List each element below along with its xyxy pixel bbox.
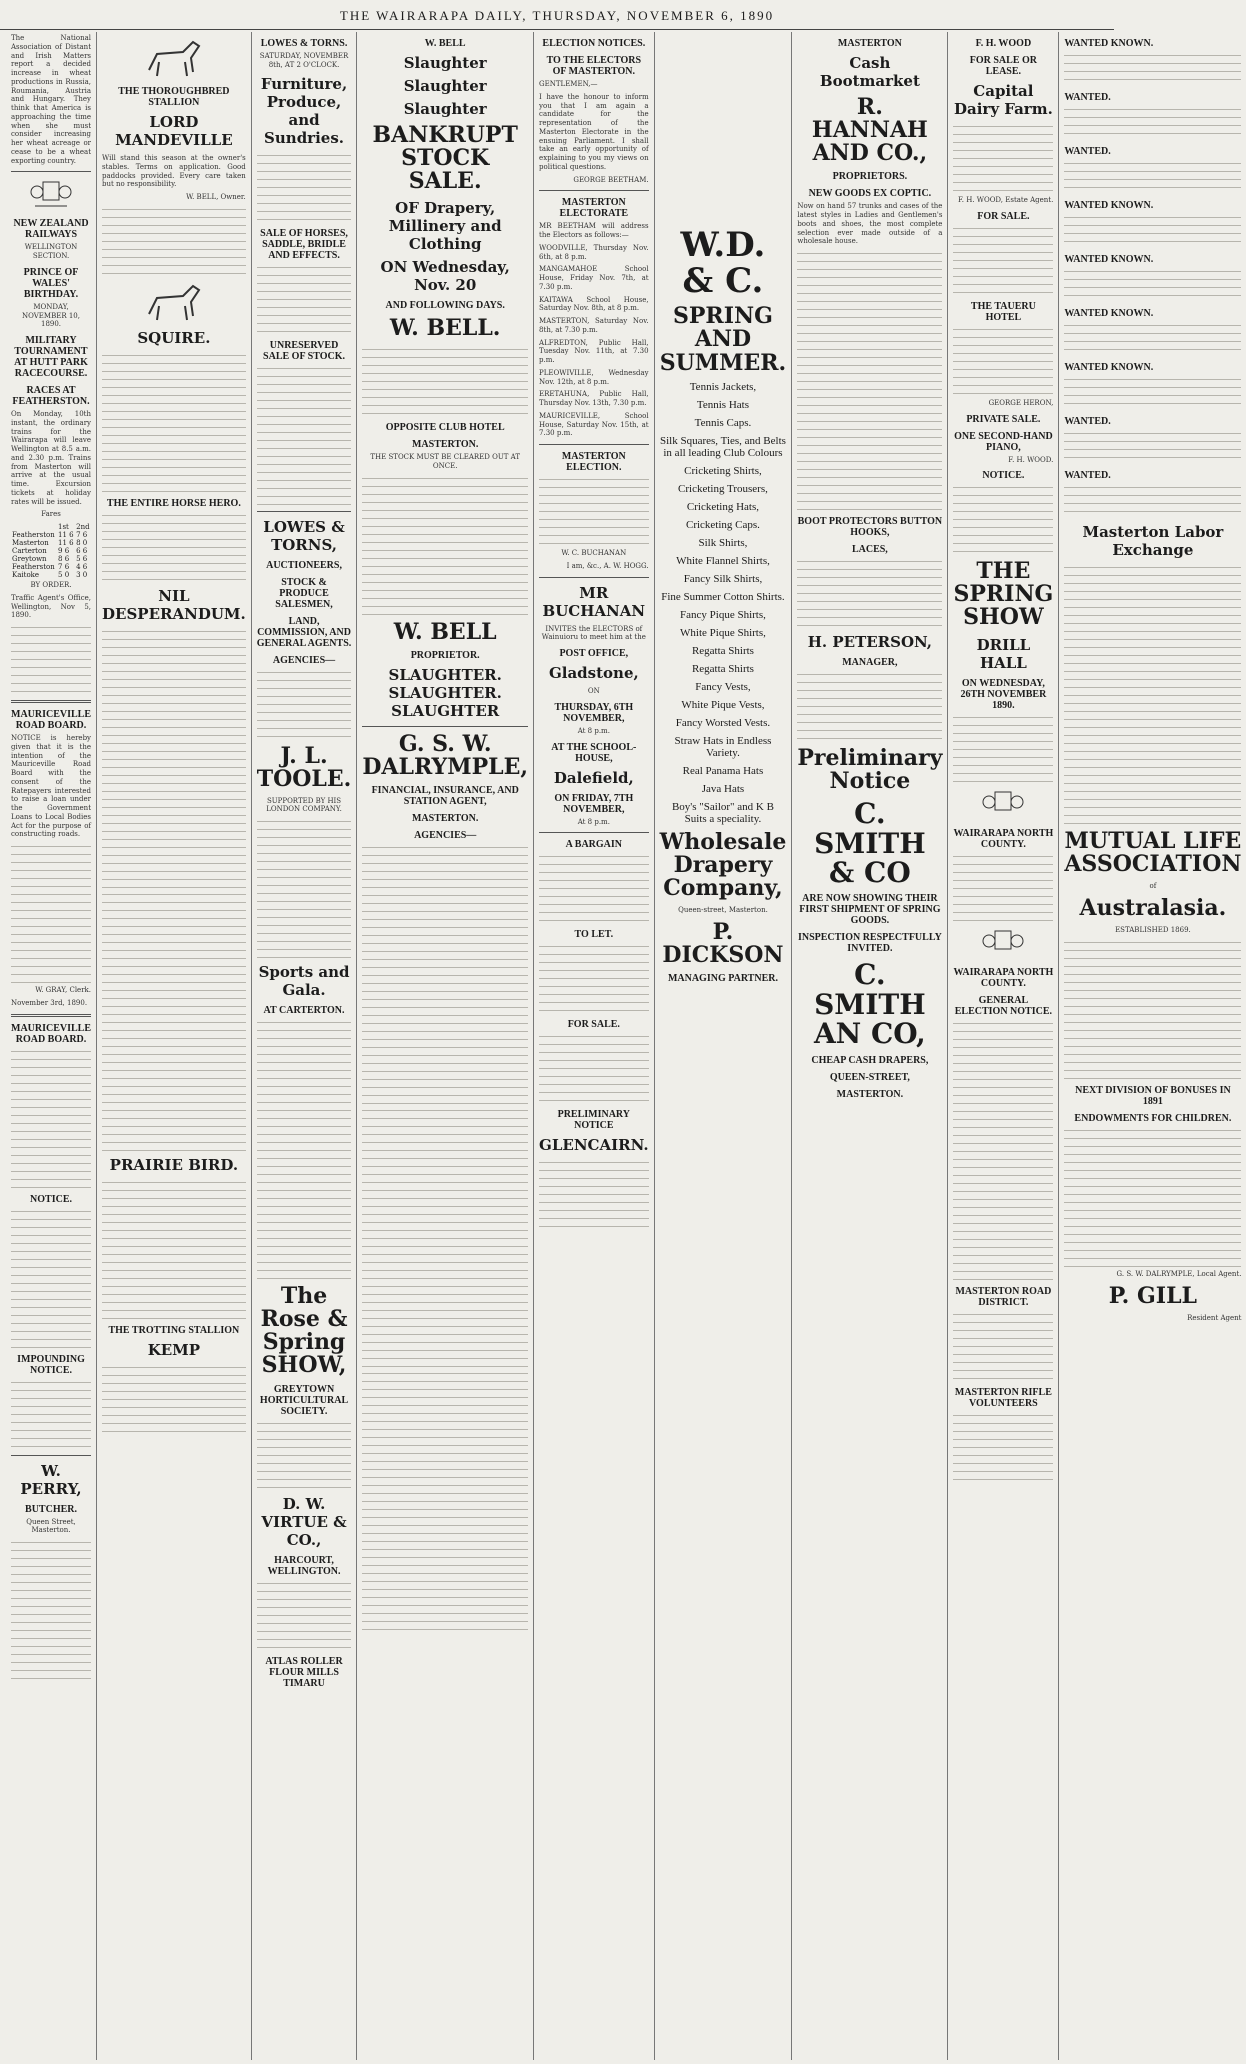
preliminary: Preliminary Notice — [797, 745, 943, 795]
bargain: A BARGAIN — [565, 839, 623, 851]
mauriceville-notice: NOTICE is hereby given that it is the intention of the Mauriceville Road Board with the consent of the Ratepayers interested to raise a loan under the Government Loans to Local Bodies Act for the purpose of constructing roads. — [11, 734, 92, 839]
table-cell: 7 6 — [58, 563, 70, 571]
dalrymple-name: G. S. W. DALRYMPLE, — [362, 730, 529, 781]
columns — [6, 32, 1242, 2060]
spring-summer: SPRING AND SUMMER. — [659, 303, 787, 376]
list-item: WANTED KNOWN. — [1064, 362, 1154, 373]
table-cell: 5 6 — [76, 555, 88, 563]
cash-bootmarket: Cash Bootmarket — [819, 54, 920, 90]
table-cell: 4 6 — [76, 563, 88, 571]
fares-header-row — [11, 523, 91, 531]
list-item: Silk Shirts, — [698, 536, 748, 549]
bell-heading: W. BELL — [424, 38, 466, 49]
stock-note: THE STOCK MUST BE CLEARED OUT AT ONCE. — [370, 453, 520, 471]
firm-name: LOWES & TORNS, — [263, 517, 345, 554]
election-heading: ELECTION NOTICES. — [542, 38, 646, 49]
dalefield: Dalefield, — [553, 768, 634, 787]
show-title: The Rose & Spring SHOW, — [260, 1283, 348, 1379]
showing: ARE NOW SHOWING THEIR FIRST SHIPMENT OF SPRING GOODS. — [799, 893, 941, 927]
beetham-address: MR BEETHAM will address the Electors as follows:— — [539, 222, 649, 239]
list-item: Cricketing Shirts, — [684, 464, 762, 477]
list-item: WANTED KNOWN. — [1064, 38, 1154, 49]
list-item: Boy's "Sailor" and K B Suits a speciality. — [671, 800, 774, 825]
table-row — [11, 563, 91, 571]
list-item: WOODVILLE, Thursday Nov. 6th, at 8 p.m. — [539, 243, 649, 261]
for-sale: FOR SALE. — [567, 1019, 620, 1031]
list-item: Regatta Shirts — [691, 644, 754, 657]
table-cell: Carterton — [12, 547, 47, 555]
mutual-life: MUTUAL LIFE ASSOCIATION — [1064, 828, 1242, 878]
for-sale-2: FOR SALE. — [977, 210, 1030, 222]
smith-2: C. SMITH AN CO, — [813, 958, 926, 1051]
sale-horses: SALE OF HORSES, SADDLE, BRIDLE AND EFFECTS. — [260, 227, 348, 261]
table-cell: 3 0 — [76, 571, 88, 579]
managing-partner: MANAGING PARTNER. — [667, 972, 778, 984]
time-1: At 8 p.m. — [577, 726, 610, 735]
volunteers: MASTERTON RIFLE VOLUNTEERS — [954, 1386, 1052, 1409]
list-item: Fancy Vests, — [695, 680, 751, 693]
coat-of-arms-icon — [27, 178, 75, 212]
table-row — [11, 571, 91, 579]
inspection: INSPECTION RESPECTFULLY INVITED. — [797, 932, 942, 955]
table-cell: Greytown — [12, 555, 47, 563]
bankrupt-sub: OF Drapery, Millinery and Clothing — [388, 199, 502, 254]
gladstone: Gladstone, — [548, 664, 639, 682]
list-item: WANTED. — [1064, 416, 1111, 427]
list-item: ERETAHUNA, Public Hall, Thursday Nov. 13th, 7.30 p.m. — [539, 390, 649, 407]
dalrymple-sub: FINANCIAL, INSURANCE, AND STATION AGENT, — [371, 785, 519, 808]
list-item: KAITAWA School House, Saturday Nov. 8th, at 8 p.m. — [539, 295, 649, 313]
table-cell: 7 6 — [76, 531, 88, 539]
sale-date: SATURDAY, NOVEMBER 8th, AT 2 O'CLOCK. — [259, 52, 349, 69]
slaughter-1: Slaughter — [403, 54, 487, 72]
masthead: THE WAIRARAPA DAILY, THURSDAY, NOVEMBER 6, 1890 — [0, 0, 1114, 30]
table-cell: 6 6 — [76, 547, 88, 555]
firm-agents: LAND, COMMISSION, AND GENERAL AGENTS. — [256, 615, 352, 649]
butcher-trade: BUTCHER. — [25, 1503, 77, 1515]
resident-agent: Resident Agent — [1187, 1313, 1242, 1322]
list-item: WANTED. — [1064, 92, 1111, 103]
list-item: MANGAMAHOE School House, Friday Nov. 7th, at 7.30 p.m. — [539, 265, 649, 291]
coat-of-arms-icon — [979, 788, 1027, 822]
horse-icon — [139, 36, 209, 80]
list-item: ALFREDTON, Public Hall, Tuesday Nov. 11th, at 7.30 p.m. — [539, 338, 649, 364]
proprietor: PROPRIETOR. — [410, 649, 480, 661]
piano: ONE SECOND-HAND PIANO, — [954, 430, 1053, 453]
county-2: WAIRARAPA NORTH COUNTY. — [953, 966, 1054, 989]
list-item: Cricketing Trousers, — [678, 482, 768, 495]
horse-icon — [139, 280, 209, 324]
private-sale: PRIVATE SALE. — [966, 413, 1041, 425]
sale-stock: UNRESERVED SALE OF STOCK. — [263, 339, 346, 362]
masterton: MASTERTON. — [836, 1088, 904, 1100]
firm-auctioneers: AUCTIONEERS, — [266, 559, 342, 571]
column-8 — [948, 32, 1059, 2060]
list-item: Cricketing Hats, — [686, 500, 760, 513]
post-office: POST OFFICE, — [559, 648, 629, 659]
on-1: ON — [587, 687, 600, 695]
list-item: White Pique Vests, — [681, 698, 765, 711]
mutual-of: of — [1149, 882, 1157, 891]
railways-subheading: WELLINGTON SECTION. — [24, 243, 78, 260]
list-item: Real Panama Hats — [682, 764, 764, 777]
new-goods: NEW GOODS EX COPTIC. — [808, 188, 932, 200]
list-item: Regatta Shirts — [691, 662, 754, 675]
railways-body: On Monday, 10th instant, the ordinary trains for the Wairarapa will leave Wellington at 8.5 a.m. and 2.30 p.m. Trains from Masterton will arrive at the usual time. Excursion tickets at holiday rates will be issued. — [11, 410, 92, 506]
drill-hall: DRILL HALL — [976, 635, 1031, 672]
australasia: Australasia. — [1079, 894, 1227, 921]
sale-title: Furniture, Produce, and Sundries. — [260, 74, 348, 147]
table-cell: 8 6 — [58, 555, 70, 563]
queen-street: Queen-street, Masterton. — [678, 905, 768, 914]
table-cell: 11 6 — [58, 539, 74, 547]
heron: GEORGE HERON, — [988, 398, 1054, 407]
column-4 — [357, 32, 534, 2060]
bankrupt-days: AND FOLLOWING DAYS. — [385, 300, 505, 312]
school-house: AT THE SCHOOL-HOUSE, — [551, 741, 637, 764]
table-row — [11, 539, 91, 547]
list-item: WANTED KNOWN. — [1064, 200, 1154, 211]
list-item: PLEOWIVILLE, Wednesday Nov. 12th, at 8 p.m. — [539, 368, 649, 386]
established: ESTABLISHED 1869. — [1115, 926, 1191, 935]
hotel-sub: MASTERTON. — [411, 439, 479, 451]
fares-col-header: 2nd — [76, 523, 90, 531]
races-heading: RACES AT FEATHERSTON. — [12, 385, 90, 407]
column-1 — [6, 32, 97, 2060]
table-row — [11, 547, 91, 555]
list-item: Silk Squares, Ties, and Belts in all leading Club Colours — [660, 434, 786, 459]
list-item: Fancy Worsted Vests. — [675, 716, 771, 729]
list-item: Straw Hats in Endless Variety. — [674, 734, 772, 759]
drill-date: ON WEDNESDAY, 26TH NOVEMBER 1890. — [960, 677, 1047, 711]
notice-3: NOTICE. — [982, 470, 1025, 482]
stallion-trotting: THE TROTTING STALLION — [108, 1324, 240, 1336]
virtue-sub: HARCOURT, WELLINGTON. — [267, 1554, 341, 1577]
firm-stock: STOCK & PRODUCE SALESMEN, — [275, 576, 333, 610]
stallion-owner: W. BELL, Owner. — [186, 193, 246, 201]
list-item: White Pique Shirts, — [680, 626, 766, 639]
toole-sub: SUPPORTED BY HIS LONDON COMPANY. — [266, 796, 342, 814]
stallion-body: Will stand this season at the owner's stables. Terms on application. Good paddocks provided. Every care taken but no responsibility. — [102, 154, 246, 189]
queen-street-2: QUEEN-STREET, — [829, 1071, 910, 1083]
endowments: ENDOWMENTS FOR CHILDREN. — [1074, 1112, 1232, 1124]
labour-exchange: Masterton Labor Exchange — [1082, 523, 1224, 559]
bankrupt-date: ON Wednesday, Nov. 20 — [380, 258, 510, 295]
table-cell: Featherston — [12, 563, 55, 571]
list-item: White Flannel Shirts, — [676, 554, 770, 567]
gill: P. GILL — [1108, 1282, 1198, 1309]
election-notice: GENERAL ELECTION NOTICE. — [954, 994, 1053, 1017]
table-row — [11, 555, 91, 563]
local-agent: G. S. W. DALRYMPLE, Local Agent. — [1116, 1269, 1242, 1278]
electorate-heading: MASTERTON ELECTORATE — [559, 197, 629, 220]
notice-date: November 3rd, 1890. — [11, 998, 88, 1007]
wheat-paragraph: The National Association of Distant and Irish Matters report a decided increase in wheat productions in Russia, Roumania, Austria and Hungary. They think that America is approaching the time when she must consider increasing her wheat acreage or cease to be a wheat exporting country. — [11, 34, 92, 165]
fares-col-header: 1st — [58, 523, 69, 531]
smith: C. SMITH & CO — [814, 797, 926, 889]
bootmarket-body: Now on hand 57 trunks and cases of the latest styles in Ladies and Gentlemen's boots and shoes, the most complete selection ever made outside of a wholesale house. — [797, 202, 943, 246]
hannah: R. HANNAH AND CO., — [811, 94, 928, 167]
slaughter-3: Slaughter — [403, 100, 487, 118]
boot-protectors: BOOT PROTECTORS BUTTON HOOKS, — [797, 516, 943, 539]
traffic-office: Traffic Agent's Office, Wellington, Nov 5, 1890. — [11, 593, 92, 620]
stallion-hero: THE ENTIRE HORSE HERO. — [106, 497, 241, 509]
friday: ON FRIDAY, 7TH NOVEMBER, — [554, 792, 634, 815]
hotel: OPPOSITE CLUB HOTEL — [385, 422, 505, 434]
road-board: MASTERTON ROAD DISTRICT. — [955, 1285, 1052, 1308]
list-item: WANTED. — [1064, 146, 1111, 157]
table-cell: 9 6 — [58, 547, 70, 555]
table-cell: 11 6 — [58, 531, 74, 539]
dickson: P. DICKSON — [662, 918, 784, 968]
to-electors: TO THE ELECTORS OF MASTERTON. — [546, 55, 642, 77]
taueru: THE TAUERU HOTEL — [970, 300, 1036, 323]
wholesale: Wholesale Drapery Company, — [659, 828, 787, 901]
agencies-heading: AGENCIES— — [272, 654, 336, 666]
slaughter-banner: SLAUGHTER. SLAUGHTER. SLAUGHTER — [388, 665, 502, 720]
list-item: MASTERTON, Saturday Nov. 8th, at 7.30 p.m. — [539, 317, 649, 334]
bonus: NEXT DIVISION OF BONUSES IN 1891 — [1075, 1084, 1231, 1107]
list-item: WANTED KNOWN. — [1064, 308, 1154, 319]
wood-2: F. H. WOOD. — [1008, 455, 1054, 464]
time-2: At 8 p.m. — [577, 817, 610, 826]
beetham-signature: GEORGE BEETHAM. — [573, 175, 649, 184]
by-order: BY ORDER. — [30, 581, 72, 589]
column-2 — [97, 32, 252, 2060]
holiday-heading: PRINCE OF WALES' BIRTHDAY. — [23, 266, 79, 300]
buchanan-body: INVITES the ELECTORS of Wainuioru to meet him at the — [541, 624, 646, 642]
thursday: THURSDAY, 6TH NOVEMBER, — [554, 701, 634, 724]
fares-table — [11, 523, 91, 579]
list-item: WANTED KNOWN. — [1064, 254, 1154, 265]
peterson: H. PETERSON, — [807, 633, 933, 652]
fares-col-header — [11, 523, 57, 531]
tournament-heading: MILITARY TOURNAMENT AT HUTT PARK RACECOURSE. — [14, 335, 88, 379]
dalrymple-agencies: AGENCIES— — [414, 830, 477, 842]
peterson-manager: MANAGER, — [842, 657, 898, 669]
show-sub: GREYTOWN HORTICULTURAL SOCIETY. — [259, 1383, 349, 1417]
column-5 — [534, 32, 655, 2060]
holiday-date: MONDAY, NOVEMBER 10, 1890. — [22, 302, 80, 329]
dalrymple-place: MASTERTON. — [411, 813, 479, 825]
clerk-signature: W. GRAY, Clerk. — [35, 986, 92, 994]
buchanan-reference: W. C. BUCHANAN — [561, 549, 627, 557]
table-cell: Masterton — [12, 539, 49, 547]
election-body: I have the honour to inform you that I am again a candidate for the representation of the Masterton Electorate in the ensuing Parliament. I shall take an early opportunity of explaining to you my views on political questions. — [539, 92, 649, 171]
slaughter-2: Slaughter — [403, 77, 487, 95]
mauriceville-heading-2: MAURICEVILLE ROAD BOARD. — [11, 1022, 92, 1045]
table-row — [11, 531, 91, 539]
table-cell: 8 0 — [76, 539, 88, 547]
bankrupt-title: BANKRUPT STOCK SALE. — [372, 122, 518, 195]
meetings-list — [539, 244, 649, 438]
virtue-name: D. W. VIRTUE & CO., — [261, 1494, 347, 1549]
farm-head: FOR SALE OR LEASE. — [969, 55, 1037, 77]
stallion-name: LORD MANDEVILLE — [115, 113, 233, 149]
sale-heading: LOWES & TORNS. — [260, 38, 348, 49]
column-7 — [792, 32, 948, 2060]
butcher-place: Queen Street, Masterton. — [26, 1517, 76, 1535]
coat-of-arms-icon — [979, 927, 1027, 961]
to-let: TO LET. — [574, 929, 614, 941]
column-3 — [252, 32, 358, 2060]
wood-head: F. H. WOOD — [975, 38, 1032, 49]
list-item: Tennis Jackets, — [689, 380, 757, 393]
list-item: Fancy Silk Shirts, — [683, 572, 763, 585]
wood-signature: F. H. WOOD, Estate Agent. — [957, 196, 1054, 204]
toole-name: J. L. TOOLE. — [256, 742, 352, 792]
wanted-list — [1064, 38, 1241, 518]
wd-logo: W.D. & C. — [680, 225, 766, 301]
stallion-prairie-bird: PRAIRIE BIRD. — [109, 1155, 239, 1174]
list-item: Tennis Caps. — [694, 416, 752, 429]
table-cell: Kaitoke — [12, 571, 40, 579]
sports-sub: AT CARTERTON. — [263, 1005, 345, 1017]
county-1: WAIRARAPA NORTH COUNTY. — [953, 827, 1054, 850]
list-item: Tennis Hats — [696, 398, 749, 411]
impounding-heading: IMPOUNDING NOTICE. — [17, 1353, 85, 1376]
table-cell: 5 0 — [58, 571, 70, 579]
list-item: WANTED. — [1064, 470, 1111, 481]
butcher-name: W. PERRY, — [20, 1461, 82, 1498]
list-item: MAURICEVILLE, School House, Saturday Nov. 15th, at 7.30 p.m. — [539, 411, 649, 438]
table-cell: Featherston — [12, 531, 55, 539]
mauriceville-heading: MAURICEVILLE ROAD BOARD. — [11, 709, 92, 731]
laces: LACES, — [851, 544, 888, 556]
spring-show: THE SPRING SHOW — [953, 558, 1054, 631]
buchanan-heading: MR BUCHANAN — [542, 583, 646, 620]
prelim-notice: PRELIMINARY NOTICE — [557, 1109, 631, 1132]
list-item: Fancy Pique Shirts, — [680, 608, 766, 621]
mills-name: ATLAS ROLLER FLOUR MILLS TIMARU — [265, 1655, 343, 1689]
list-item: Cricketing Caps. — [685, 518, 760, 531]
fares-heading: Fares — [41, 510, 61, 519]
sports-title: Sports and Gala. — [258, 963, 350, 1000]
bell-name-2: W. BELL — [393, 618, 497, 645]
wd-items-list — [660, 381, 787, 825]
bootmarket-head: MASTERTON — [837, 38, 902, 49]
column-9 — [1059, 32, 1246, 2060]
gentlemen: GENTLEMEN,— — [539, 80, 598, 88]
dairy-farm: Capital Dairy Farm. — [953, 82, 1053, 118]
hogg-signature: I am, &c., A. W. HOGG. — [566, 561, 649, 570]
column-6 — [655, 32, 793, 2060]
hannah-proprietors: PROPRIETORS. — [832, 171, 908, 183]
list-item: Java Hats — [701, 782, 745, 795]
list-item: Fine Summer Cotton Shirts. — [661, 590, 785, 603]
stallion-kemp: KEMP — [147, 1340, 201, 1359]
cash-drapers: CHEAP CASH DRAPERS, — [811, 1054, 929, 1066]
stallion-heading: THE THOROUGHBRED STALLION — [118, 86, 230, 108]
glencairn: GLENCAIRN. — [539, 1136, 649, 1155]
stallion-nil-desperandum: NIL DESPERANDUM. — [102, 586, 246, 623]
bell-name: W. BELL. — [389, 315, 501, 342]
railways-heading: NEW ZEALAND RAILWAYS — [13, 218, 89, 241]
stallion-squire: SQUIRE. — [137, 328, 211, 347]
notice-heading: NOTICE. — [30, 1193, 72, 1205]
election-2: MASTERTON ELECTION. — [561, 451, 626, 473]
